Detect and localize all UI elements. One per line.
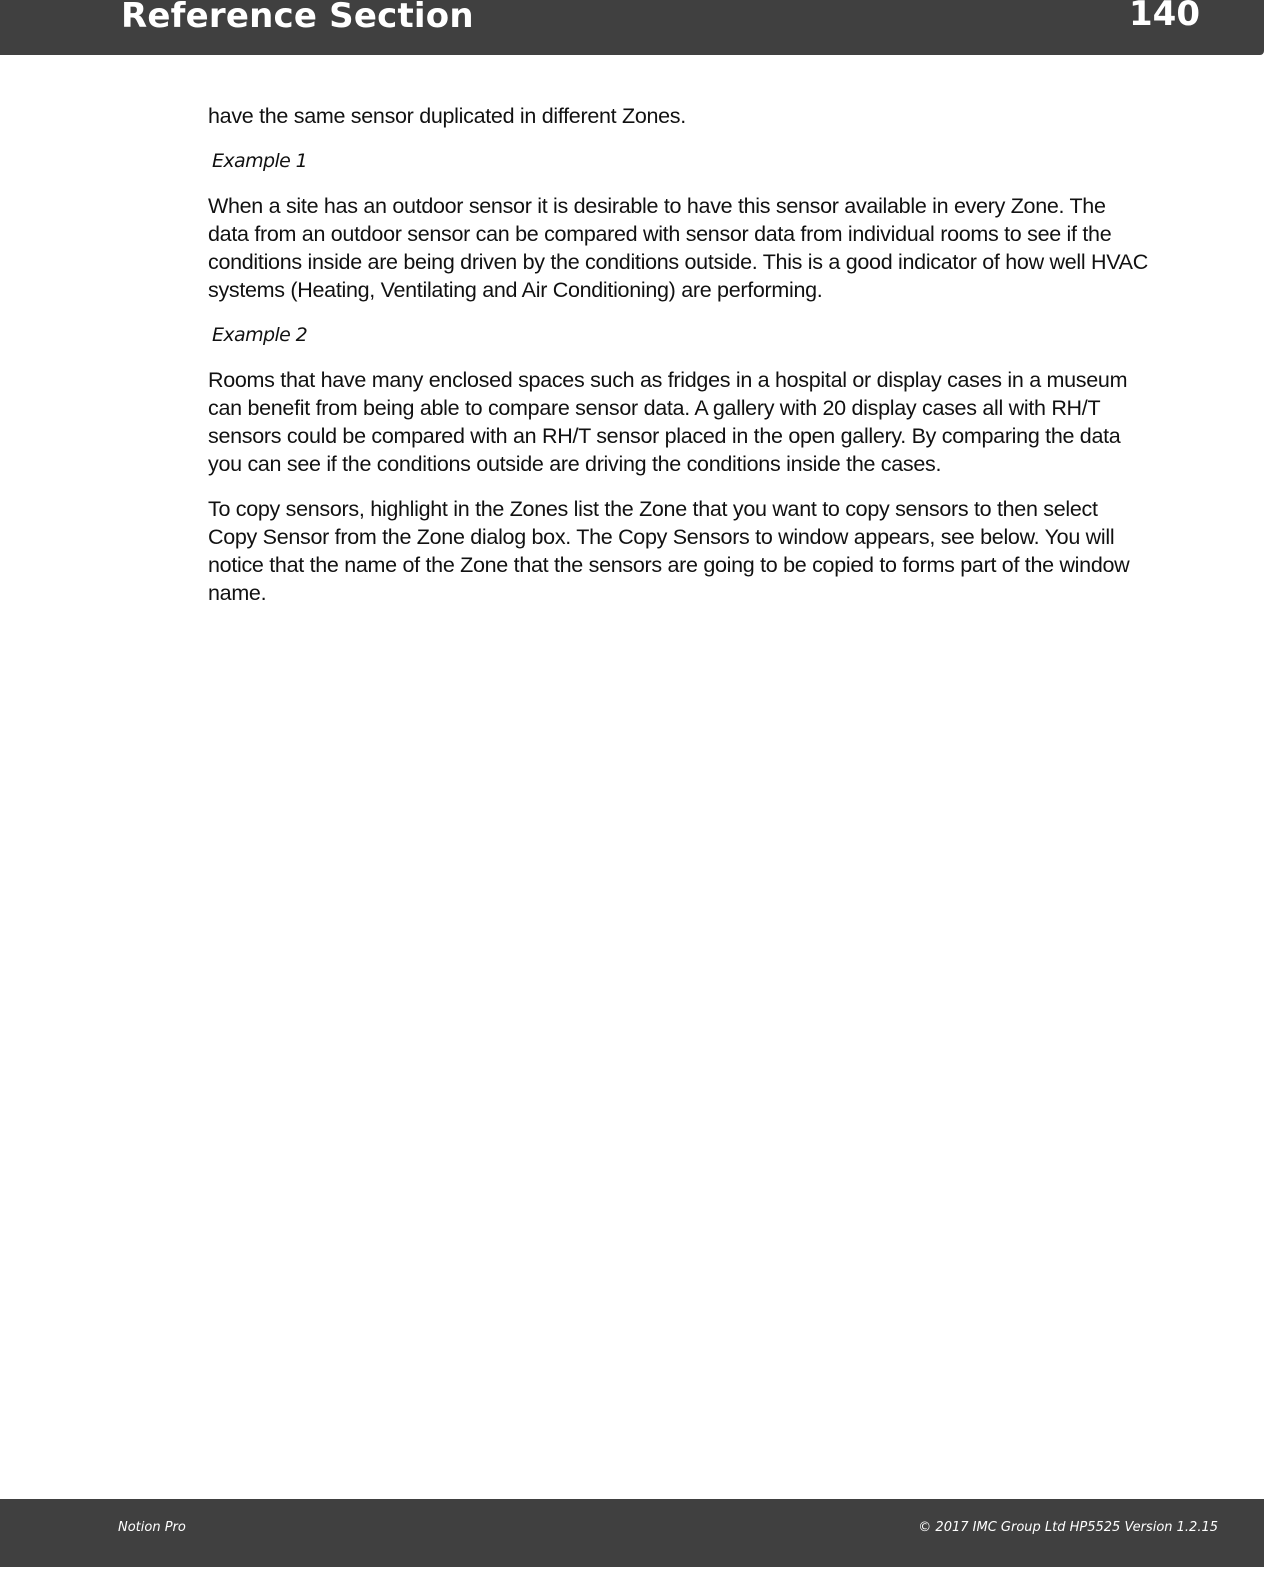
- example-1-paragraph: When a site has an outdoor sensor it is desirable to have this sensor available in every Zone. The data from an outdoor sensor can be compared with sensor data from individual rooms to see if the conditions inside are being driven by the conditions outside. This is a good indicator of how well HVAC systems (Heating, Ventilating and Air Conditioning) are performing.: [208, 194, 1148, 302]
- example-2-heading: Example 2: [212, 324, 308, 346]
- page-footer: [0, 1499, 1264, 1567]
- example-2-paragraph: Rooms that have many enclosed spaces such as fridges in a hospital or display cases in a museum can benefit from being able to compare sensor data. A gallery with 20 display cases all with RH/T sensors could be compared with an RH/T sensor placed in the open gallery. By comparing the data you can see if the conditions outside are driving the conditions inside the cases.: [208, 368, 1128, 476]
- page-body: [208, 102, 1148, 624]
- page-header: [0, 0, 1264, 55]
- example-1-heading: Example 1: [212, 150, 308, 172]
- intro-paragraph: have the same sensor duplicated in different Zones.: [208, 104, 686, 128]
- page-number: 140: [1129, 0, 1200, 34]
- footer-copyright: © 2017 IMC Group Ltd HP5525 Version 1.2.15: [918, 1520, 1218, 1535]
- footer-product-name: Notion Pro: [118, 1520, 186, 1535]
- section-title: Reference Section: [121, 0, 474, 36]
- copy-instructions-paragraph: To copy sensors, highlight in the Zones list the Zone that you want to copy sensors to then select Copy Sensor from the Zone dialog box. The Copy Sensors to window appears, see below. You will notice that the name of the Zone that the sensors are going to be copied to forms part of the window name.: [208, 497, 1130, 605]
